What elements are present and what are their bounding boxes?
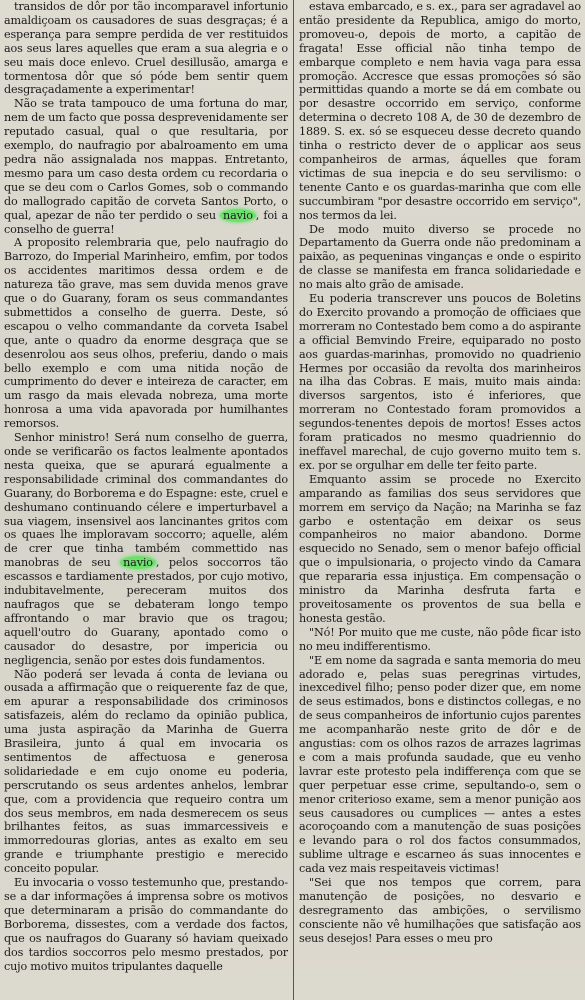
paragraph: Senhor ministro! Será num conselho de guerra, onde se verificarão os factos lealmente apontados nesta queixa, que se apurará egualmente a responsabilidade criminal dos commandantes do Guarany, do Borborema e do Espagne: este, cruel e deshumano continuando célere e imperturbavel a sua viagem, insensivel aos lancinantes gritos com os quaes lhe imploravam soccorro; aquelle, além de crer que tinha também commettido nas manobras de seu navio , pelos soccorros tão escassos e tardiamente prestados, por cujo motivo, indubitavelmente, pereceram muitos dos naufragos que se debateram longo tempo affrontando o mar bravio que os tragou; aquell'outro do Guarany, apontado como o causador do desastre, por impericia ou negligencia, senão por estes dois fundamentos. xyxy=(4,431,288,667)
right-column xyxy=(299,0,581,1000)
paragraph: Eu poderia transcrever uns poucos de Boletins do Exercito provando a promoção de officiaes que morreram no Contestado bem como a do aspirante a official Bemvindo Freire, equiparado no posto aos guardas-marinhas, promovido no quadrienio Hermes por occasião da revolta dos marinheiros na ilha das Cobras. E mais, muito mais ainda: diversos sargentos, isto é inferiores, que morreram no Contestado foram promovidos a segundos-tenentes depois de mortos! Esses actos foram praticados no mesmo quadriennio do ineffavel marechal, de cujo governo muito tem s. ex. por se orgulhar em delle ter feito parte. xyxy=(299,292,581,472)
paragraph: De modo muito diverso se procede no Departamento da Guerra onde não predominam a paixão, as pequeninas vinganças e onde o espirito de classe se manifesta em franca solidariedade e no mais alto grão de amisade. xyxy=(299,222,581,292)
paragraph: estava embarcado, e s. ex., para ser agradavel ao então presidente da Republica, amigo do morto, promoveu-o, depois de morto, a capitão de fragata! Esse official não tinha tempo de embarque completo e nem havia vaga para essa promoção. Accresce que essas promoções só são permittidas quando a morte se dá em combate ou por desastre occorrido em serviço, conforme determina o decreto 108 A, de 30 de dezembro de 1889. S. ex. só se esqueceu desse decreto quando tinha o restricto dever de o applicar aos seus companheiros de armas, áquelles que foram victimas de sua inepcia e do seu servilismo: o tenente Canto e os guardas-marinha que com elle succumbiram "por desastre occorrido em serviço", nos termos da lei. xyxy=(299,0,581,222)
highlighted-word: navio xyxy=(220,209,256,222)
paragraph: "Nó! Por muito que me custe, não pôde ficar isto no meu indifferentismo. xyxy=(299,625,581,653)
column-divider xyxy=(293,0,294,1000)
paragraph: Emquanto assim se procede no Exercito amparando as familias dos seus servidores que morrem em serviço da Nação; na Marinha se faz garbo e ostentação em deixar os seus companheiros no maior abandono. Dorme esquecido no Senado, sem o menor bafejo official que o impulsionaria, o projecto vindo da Camara que repararia essa injustiça. Em compensação o ministro da Marinha desfruta farta e proveitosamente os proventos de sua bella e honesta gestão. xyxy=(299,472,581,625)
highlighted-word: navio xyxy=(120,556,156,569)
paragraph: Não se trata tampouco de uma fortuna do mar, nem de um facto que possa desprevenidamente ser reputado casual, qual o que resultaria, por exemplo, do naufragio por abalroamento em uma pedra não assignalada nos mappas. Entretanto, mesmo para um caso desta ordem cu recordaria o que se deu com o Carlos Gomes, sob o commando do mallogrado capitão de corveta Santos Porto, o qual, apezar de não ter perdido o seu navio , foi a conselho de guerra! xyxy=(4,97,288,236)
paragraph: "Sei que nos tempos que correm, para manutenção de posições, no desvario e desregramento das ambições, o servilismo consciente não vê humilhações que satisfação aos seus desejos! Para esses o meu pro xyxy=(299,876,581,945)
paragraph: Eu invocaria o vosso testemunho que, prestando-se a dar informações á imprensa sobre os motivos que determinaram a prisão do commandante do Borborema, dissestes, com a verdade dos factos, que os naufragos do Guarany só haviam queixado dos tardios soccorros pelo mesmo prestados, por cujo motivo muitos tripulantes daquelle xyxy=(4,876,288,973)
paragraph: A proposito relembraria que, pelo naufragio do Barrozo, do Imperial Marinheiro, emfim, por todos os accidentes maritimos dessa ordem e de natureza tão grave, mas sem duvida menos grave que o do Guarany, foram os seus commandantes submettidos a conselho de guerra. Deste, só escapou o velho commandante da corveta Isabel que, ante o quadro da enorme desgraça que se desenrolou aos seus olhos, preferiu, dando o mais bello exemplo e com uma nitida noção de cumprimento do dever e inteireza de caracter, em um rasgo da mais elevada nobreza, uma morte honrosa a uma vida apavorada por humilhantes remorsos. xyxy=(4,236,288,431)
left-column xyxy=(4,0,288,1000)
paragraph: Não poderá ser levada á conta de leviana ou ousada a affirmação que o reiquerente faz de que, em apurar a responsabilidade dos criminosos satisfazeis, além do reclamo da opinião publica, uma justa aspiração da Marinha de Guerra Brasileira, junto á qual em invocaria os sentimentos de affectuosa e generosa solidariedade e em cujo onome eu poderia, perscrutando os seus ardentes anhelos, lembrar que, com a providencia que requeiro contra um dos seus membros, em nada desmerecem os seus brilhantes feitos, as suas immarcessiveis e immorredouras glorias, antes as exalto em seu grande e triumphante prestigio e merecido conceito popular. xyxy=(4,667,288,876)
paragraph: "E em nome da sagrada e santa memoria do meu adorado e, pelas suas peregrinas virtudes, inexcedivel filho; penso poder dizer que, em nome de seus estimados, bons e distinctos collegas, e no de seus companheiros de infortunio cujos parentes me acompanharão neste grito de dôr e de angustias: com os olhos razos de arrazes lagrimas e com a mais profunda saudade, que eu venho lavrar este protesto pela indifferença com que se quer perpetuar esse crime, sepultando-o, sem o menor criterioso exame, sem a menor punição aos seus causadores ou cumplices — antes a estes acoroçoando com a manutenção de suas posições e levando para o rol dos factos consummados, sublime ultrage e escarneo ás suas innocentes e cada vez mais respeitaveis victimas! xyxy=(299,653,581,876)
paragraph: transidos de dôr por tão incomparavel infortunio amaldiçoam os causadores de suas desgraças; é a esperança para sempre perdida de ver restituidos aos seus lares aquelles que eram a sua alegria e o seu mais doce enlevo. Cruel desillusão, amarga e tormentosa dôr que só póde bem sentir quem desgraçadamente a experimentar! xyxy=(4,0,288,97)
